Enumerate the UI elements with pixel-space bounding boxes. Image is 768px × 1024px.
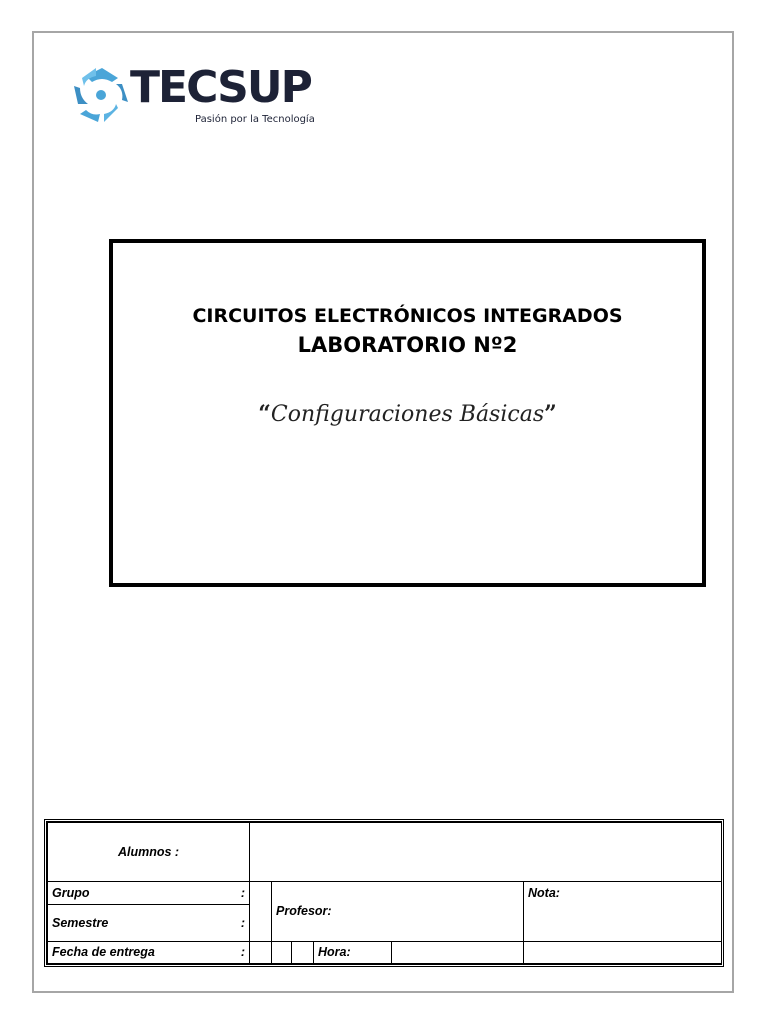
- fecha-label: Fecha de entrega: [52, 945, 155, 960]
- profesor-label: Profesor:: [276, 904, 332, 919]
- hora-extra-cell: [524, 941, 722, 964]
- hora-label-cell: [314, 941, 392, 964]
- fecha-colon: :: [240, 945, 245, 960]
- recycle-arrows-icon: [72, 64, 132, 126]
- grupo-colon: :: [240, 885, 245, 900]
- nota-label: Nota:: [528, 886, 560, 901]
- hora-field[interactable]: [392, 941, 524, 964]
- fecha-cell-2[interactable]: [272, 941, 292, 964]
- grupo-field[interactable]: [250, 882, 272, 941]
- semestre-row: [48, 904, 250, 941]
- close-quote: ”: [544, 401, 557, 427]
- open-quote: “: [258, 401, 271, 427]
- student-info-table: [44, 819, 724, 967]
- grupo-label: Grupo: [52, 885, 90, 900]
- logo-tagline: Pasión por la Tecnología: [195, 114, 315, 125]
- grupo-row: [48, 882, 250, 904]
- lab-number: LABORATORIO Nº2: [297, 333, 518, 357]
- title-box: [109, 239, 706, 587]
- semestre-colon: :: [240, 915, 245, 930]
- fecha-cell-3[interactable]: [292, 941, 314, 964]
- tecsup-logo: [72, 62, 322, 128]
- hora-label: Hora:: [318, 945, 351, 960]
- course-title: CIRCUITOS ELECTRÓNICOS INTEGRADOS: [192, 305, 623, 327]
- semestre-label: Semestre: [52, 915, 109, 930]
- subtitle-text: Configuraciones Básicas: [270, 402, 545, 427]
- fecha-row: [48, 941, 250, 964]
- logo-wordmark: TECSUP: [130, 62, 311, 113]
- profesor-field[interactable]: [272, 882, 524, 941]
- nota-field[interactable]: [524, 882, 722, 941]
- alumnos-label: Alumnos :: [48, 823, 250, 882]
- lab-subtitle: [113, 401, 702, 427]
- fecha-cell-1[interactable]: [250, 941, 272, 964]
- alumnos-field[interactable]: [250, 823, 722, 882]
